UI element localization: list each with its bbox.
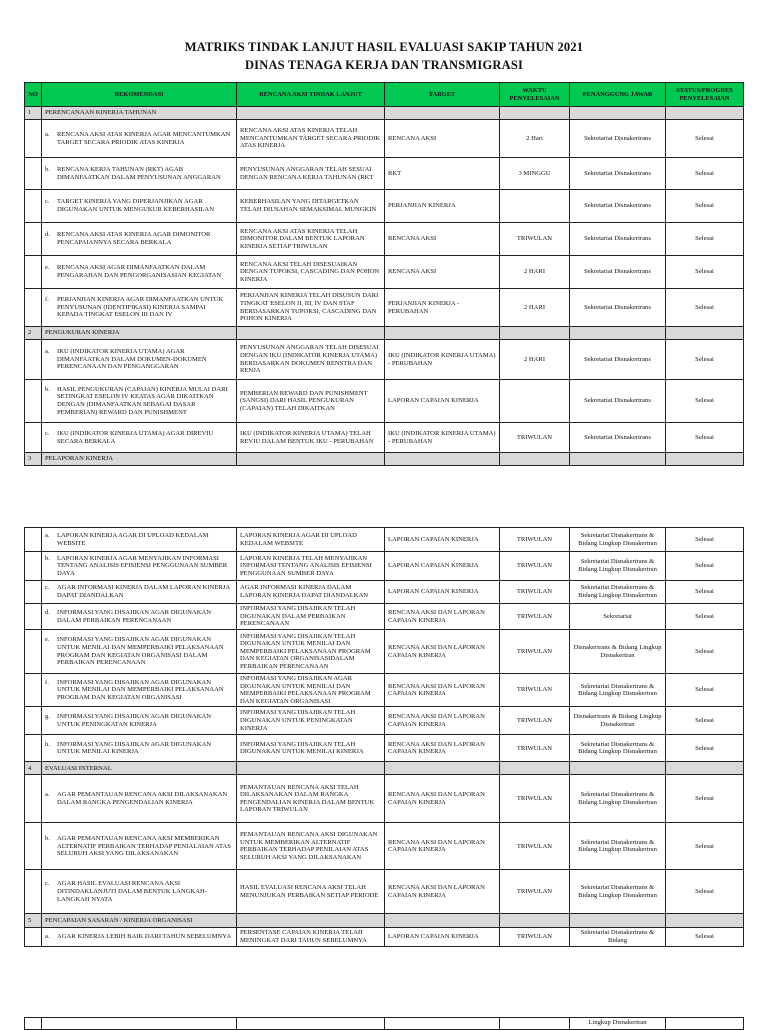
row-status: Selesai [666, 120, 744, 158]
row-rencana-aksi: INFORMASI YANG DISAJIKAN TELAH DIGUNAKAN UNTUK MENILAI KINERJA [237, 735, 385, 762]
row-rekomendasi-text: INFORMASI YANG DISAJIKAN AGAR DIGUNAKAN DALAM PERBAIKAN PERENCANAAN [57, 608, 211, 624]
section-number: 3 [25, 453, 42, 466]
row-penanggung-jawab: Sekretariat Disnakertrans & Bidang Lingkup Disnakertran [570, 823, 666, 870]
row-number-cell [25, 120, 42, 158]
row-rencana-aksi: AGAR INFORMASI KINERJA DALAM LAPORAN KINERJA DAPAT DIANDALKAN [237, 581, 385, 604]
row-rekomendasi [42, 604, 237, 630]
row-penanggung-jawab: Sekretariat Disnakertrans & Bidang Lingkup Disnakertran [570, 775, 666, 823]
row-rekomendasi [42, 158, 237, 190]
row-letter: a. [45, 130, 50, 138]
row-status: Selesai [666, 581, 744, 604]
row-penanggung-jawab: Disnakertrans & Bidang Lingkup Disnakertran [570, 707, 666, 735]
row-number-cell [25, 630, 42, 674]
row-waktu: TRIWULAN [500, 674, 570, 707]
table-row [25, 380, 744, 423]
row-rencana-aksi: RENCANA AKSI ATAS KINERJA TELAH MENCANTUMKAN TARGET SECARA PRIODIK ATAS KINERJA [237, 120, 385, 158]
table-row [25, 190, 744, 223]
row-number-cell [25, 528, 42, 552]
row-rekomendasi [42, 340, 237, 380]
row-number-cell [25, 423, 42, 453]
row-rencana-aksi: PEMBERIAN REWARD DAN PUNISHMENT (SANGSI) DARI HASIL PENGUKURAN (CAPAIAN) TELAH DIKAITKAN [237, 380, 385, 423]
row-letter: a. [45, 531, 50, 539]
row-waktu: TRIWULAN [500, 928, 570, 946]
row-rencana-aksi: PERJANJIAN KINERJA TELAH DISUSUN DARI TINGKAT ESELON II, III, IV DAN STAF BERDASARKAN TUPOKSI, CASCADING DAN POHON KINERJA [237, 289, 385, 327]
row-rencana-aksi: PERSENTASE CAPAIAN KINERJA TELAH MENINGKAT DARI TAHUN SEBELUMNYA [237, 928, 385, 946]
row-target: IKU (INDIKATOR KINERJA UTAMA) - PERUBAHAN [385, 423, 500, 453]
row-status: Selesai [666, 256, 744, 289]
row-rencana-aksi: INFORMASI YANG DISAJIKAN TELAH DIGUNAKAN UNTUK PENINGKATAN KINERJA [237, 707, 385, 735]
row-target: IKU (INDIKATOR KINERJA UTAMA) - PERUBAHAN [385, 340, 500, 380]
row-waktu: 2 HARI [500, 256, 570, 289]
row-target: PERJANJIAN KINERJA [385, 190, 500, 223]
row-rencana-aksi: RENCANA AKSI ATAS KINERJA TELAH DIMONITOR DALAM BENTUK LAPORAN KINERJA SETIAP TRIWULAN [237, 223, 385, 256]
section-row [25, 914, 744, 928]
row-status: Selesai [666, 190, 744, 223]
row-rencana-aksi: PENYUSUNAN ANGGARAN TELAH SESUAI DENGAN RENCANA KERJA TAHUNAN (RKT [237, 158, 385, 190]
row-rekomendasi-text: AGAR PEMANTAUAN RENCANA AKSI DILAKSANAKAN DALAM RANGKA PENGENDALIAN KINERJA [57, 791, 228, 806]
table-header-row [25, 83, 744, 107]
row-rencana-aksi: RENCANA AKSI TELAH DISESUAIKAN DENGAN TUPOKSI, CASCADING DAN POHON KINERJA [237, 256, 385, 289]
row-waktu: TRIWULAN [500, 823, 570, 870]
row-letter: c. [45, 880, 50, 888]
row-number-cell [25, 735, 42, 762]
row-number-cell [25, 775, 42, 823]
table-row [25, 604, 744, 630]
row-letter: c. [45, 198, 50, 206]
row-rekomendasi-text: LAPORAN KINERJA AGAR MENYAJIKAN INFORMASI TENTANG ANALISIS EFISIENSI PENGGUNAAN SUMBER DAYA [57, 554, 228, 577]
row-penanggung-jawab: Sekretariat Disnakertrans [570, 158, 666, 190]
row-letter: g. [45, 713, 50, 721]
row-penanggung-jawab: Disnakertrans & Bidang Lingkup Disnakertran [570, 630, 666, 674]
row-penanggung-jawab: Sekretariat Disnakertrans & Bidang Lingkup Disnakertran [570, 735, 666, 762]
row-waktu: TRIWULAN [500, 552, 570, 581]
row-status: Selesai [666, 604, 744, 630]
table-row [25, 528, 744, 552]
row-status: Selesai [666, 423, 744, 453]
row-rekomendasi-text: INFORMASI YANG DISAJIKAN AGAR DIGUNAKAN UNTUK MENILAI KINERJA [57, 740, 211, 756]
row-rekomendasi-text: AGAR HASIL EVALUASI RENCANA AKSI DITINDAKLANJUTI DALAM BENTUK LANGKAH-LANGKAH NYATA [57, 880, 207, 903]
section-title: PENCAPAIAN SASARAN / KINERJA ORGANISASI [42, 914, 237, 928]
row-penanggung-jawab: Sekretariat Disnakertrans [570, 120, 666, 158]
header-status: STATUS/PROGRES PENYELESAIAN [666, 83, 744, 107]
row-waktu: TRIWULAN [500, 581, 570, 604]
row-target: LAPORAN CAPAIAN KINERJA [385, 552, 500, 581]
row-rekomendasi [42, 735, 237, 762]
row-rencana-aksi: IKU (INDIKATOR KINERJA UTAMA) TELAH REVIU DALAM BENTUK IKU - PERUBAHAN [237, 423, 385, 453]
section-title: PELAPORAN KINERJA [42, 453, 237, 466]
row-number-cell [25, 340, 42, 380]
row-letter: f. [45, 296, 49, 304]
row-rekomendasi [42, 380, 237, 423]
header-no: NO [25, 83, 42, 107]
row-waktu: TRIWULAN [500, 707, 570, 735]
section-row [25, 327, 744, 340]
section-row [25, 107, 744, 120]
row-letter: b. [45, 834, 50, 842]
row-rekomendasi [42, 630, 237, 674]
row-waktu: TRIWULAN [500, 735, 570, 762]
table-row [25, 630, 744, 674]
row-rencana-aksi: HASIL EVALUASI RENCANA AKSI TELAH MENUNJUKAN PERBAIKAN SETIAP PERIODE [237, 870, 385, 914]
row-number-cell [25, 581, 42, 604]
row-target: PERJANJIAN KINERJA - PERUBAHAN [385, 289, 500, 327]
row-rekomendasi [42, 289, 237, 327]
row-target: RENCANA AKSI [385, 120, 500, 158]
header-waktu: WAKTU PENYELESAIAN [500, 83, 570, 107]
row-target: RENCANA AKSI DAN LAPORAN CAPAIAN KINERJA [385, 735, 500, 762]
matrix-table-page-2 [24, 527, 744, 947]
row-letter: c. [45, 429, 50, 437]
row-penanggung-jawab: Sekretariat Disnakertrans & Bidang Lingkup Disnakertran [570, 870, 666, 914]
row-target: RENCANA AKSI [385, 256, 500, 289]
table-row [25, 120, 744, 158]
table-row [25, 223, 744, 256]
row-target: LAPORAN CAPAIAN KINERJA [385, 380, 500, 423]
section-title: PERENCANAAN KINERJA TAHUNAN [42, 107, 237, 120]
table-row [25, 735, 744, 762]
matrix-table-page-1 [24, 82, 744, 466]
row-penanggung-jawab: Sekretariat Disnakertrans [570, 380, 666, 423]
row-letter: d. [45, 608, 50, 616]
row-penanggung-jawab: Sekretariat Disnakertrans [570, 190, 666, 223]
row-rencana-aksi: INFORMASI YANG DISAJIKAN AGAR DIGUNAKAN UNTUK MENILAI DAN MEMPERBAIKI PELAKSANAAN PROGRAM DAN KEGIATAN ORGANISASI [237, 674, 385, 707]
row-penanggung-jawab: Lingkup Disnakertran [570, 1018, 666, 1030]
section-number: 2 [25, 327, 42, 340]
row-penanggung-jawab: Sekretariat Disnakertrans [570, 340, 666, 380]
table-body [25, 528, 744, 947]
row-number-cell [25, 256, 42, 289]
table-row [25, 340, 744, 380]
row-status: Selesai [666, 735, 744, 762]
row-rekomendasi-text: PERJANJIAN KINERJA AGAR DIMANFAATKAN UNTUK PENYUSUNAN (IDENTIFIKASI) KINERJA SAMPAI KEPADA TINGKAT ESELON III DAN IV [57, 296, 224, 319]
row-letter: a. [45, 348, 50, 356]
section-number: 5 [25, 914, 42, 928]
table-row [25, 423, 744, 453]
row-rekomendasi-text: TARGET KINERJA YANG DIPERJANJIKAN AGAR DIGUNAKAN UNTUK MENGUKUR KEBERHASILAN [57, 198, 214, 213]
row-status: Selesai [666, 775, 744, 823]
row-rekomendasi [42, 423, 237, 453]
table-row [25, 158, 744, 190]
row-target: RENCANA AKSI DAN LAPORAN CAPAIAN KINERJA [385, 775, 500, 823]
header-rencana-aksi: RENCANA AKSI TINDAK LANJUT [237, 83, 385, 107]
row-rekomendasi-text: IKU (INDIKATOR KINERJA UTAMA) AGAR DIMANFAATKAN DALAM DOKUMEN-DOKUMEN PERENCANAAN DAN PENGANGGARAN [57, 348, 207, 371]
row-rekomendasi [42, 928, 237, 946]
table-row [25, 707, 744, 735]
row-number-cell [25, 604, 42, 630]
row-number-cell [25, 158, 42, 190]
row-number-cell [25, 380, 42, 423]
row-rekomendasi [42, 674, 237, 707]
row-letter: e. [45, 264, 50, 272]
row-waktu [500, 190, 570, 223]
row-rekomendasi-text: RENCANA KERJA TAHUNAN (RKT) AGAB DIMANFAATKAN DALAM PENYUSUNAN ANGGARAN [57, 165, 221, 181]
row-penanggung-jawab: Sekretariat Disnakertrans [570, 223, 666, 256]
row-letter: b. [45, 554, 50, 562]
row-number-cell [25, 223, 42, 256]
row-status: Selesai [666, 380, 744, 423]
section-title: EVALUASI INTERNAL [42, 762, 237, 775]
row-rekomendasi-text: INFORMASI YANG DISAJIKAN AGAR DIGUNAKAN UNTUK MENILAI DAN MEMPERBAIKI PELAKSANAAN PROGRAM DAN KEGIATAN ORGANISASI [57, 678, 224, 701]
header-penanggung-jawab: PENANGGUNG JAWAB [570, 83, 666, 107]
table-row [25, 674, 744, 707]
row-letter: e. [45, 636, 50, 644]
row-rekomendasi-text: LAPORAN KINERJA AGAR DI UPLOAD KEDALAM WEBSITE [57, 531, 209, 547]
row-number-cell [25, 823, 42, 870]
row-rekomendasi-text: AGAR INFORMASI KINERJA DALAM LAPORAN KINERJA DAPAT DIANDALKAN [57, 584, 230, 599]
row-number-cell [25, 190, 42, 223]
row-status: Selesai [666, 630, 744, 674]
row-letter: b. [45, 385, 50, 393]
row-status: Selesai [666, 823, 744, 870]
row-status: Selesai [666, 158, 744, 190]
row-waktu: 3 MINGGU [500, 158, 570, 190]
row-status: Selesai [666, 223, 744, 256]
row-rekomendasi-text: INFORMASI YANG DISAJIKAN AGAR DIGUNAKAN UNTUK MENILAI DAN MEMPERBAIKI PELAKSANAAN PROGRAM DAN KEGIATAN ORGANISASI DALAM PERBAIKAN PERENCANAAN [57, 636, 224, 667]
row-rencana-aksi: LAPORAN KINERJA TELAH MENYAJIKAN INFORMASI TENTANG ANALISIS EFISIENSI PENGGUNAAN SUMBER DAYA [237, 552, 385, 581]
row-rekomendasi [42, 552, 237, 581]
section-title: PENGUKURAN KINERJA [42, 327, 237, 340]
section-row [25, 453, 744, 466]
row-waktu: 2 HARI [500, 289, 570, 327]
row-number-cell [25, 674, 42, 707]
row-waktu [500, 380, 570, 423]
row-penanggung-jawab: Sekretariat Disnakertrans [570, 289, 666, 327]
row-rekomendasi-text: IKU (INDIKATOR KINERJA UTAMA) AGAR DIREVIU SECARA BERKALA [57, 429, 214, 445]
row-number-cell [25, 707, 42, 735]
row-rekomendasi [42, 223, 237, 256]
row-target: LAPORAN CAPAIAN KINERJA [385, 928, 500, 946]
row-target: RENCANA AKSI DAN LAPORAN CAPAIAN KINERJA [385, 870, 500, 914]
row-target: RENCANA AKSI DAN LAPORAN CAPAIAN KINERJA [385, 674, 500, 707]
row-status: Selesai [666, 674, 744, 707]
row-target: RENCANA AKSI [385, 223, 500, 256]
row-number-cell [25, 870, 42, 914]
section-row [25, 762, 744, 775]
table-body [25, 107, 744, 466]
row-status: Selesai [666, 552, 744, 581]
row-rekomendasi [42, 190, 237, 223]
row-rekomendasi [42, 823, 237, 870]
row-waktu: TRIWULAN [500, 223, 570, 256]
row-penanggung-jawab: Sekretariat [570, 604, 666, 630]
row-letter: d. [45, 231, 50, 239]
row-rencana-aksi: PEMANTAUAN RENCANA AKSI DIGUNAKAN UNTUK MEMBERIKAN ALTERNATIF PERBAIKAN TERHADAP PENILAIAN ATAS SELURUH AKSI YANG DILAKSANAKAN [237, 823, 385, 870]
row-waktu: TRIWULAN [500, 604, 570, 630]
table-row [25, 581, 744, 604]
row-status: Selesai [666, 528, 744, 552]
page-title: MATRIKS TINDAK LANJUT HASIL EVALUASI SAKIP TAHUN 2021 [184, 40, 584, 54]
row-penanggung-jawab: Sekretariat Disnakertrans & Bidang Lingkup Disnakertran [570, 552, 666, 581]
row-rekomendasi-text: AGAR PEMANTAUAN RENCANA AKSI MEMBERIKAN ALTERNATIF PERBAIKAN TERHADAP PENIALAIAN ATAS SELURUH AKSI YANG DILAKSANAKAN [57, 834, 231, 858]
row-penanggung-jawab: Sekretariat Disnakertrans & Bidang Lingkup Disnakertran [570, 674, 666, 707]
row-number-cell [25, 289, 42, 327]
table-row [25, 775, 744, 823]
row-target: RKT [385, 158, 500, 190]
row-target: LAPORAN CAPAIAN KINERJA [385, 528, 500, 552]
row-penanggung-jawab: Sekretariat Disnakertrans & Bidang [570, 928, 666, 946]
row-rekomendasi [42, 120, 237, 158]
row-rencana-aksi: PEMANTAUAN RENCANA AKSI TELAH DILAKSANAKAN DALAM RANGKA PENGENDALIAN KINERJA DALAM BENTUK LAPORAN TRIWULAN [237, 775, 385, 823]
row-status: Selesai [666, 707, 744, 735]
row-penanggung-jawab: Sekretariat Disnakertrans & Bidang Lingkup Disnakertran [570, 528, 666, 552]
row-rencana-aksi: INFORMASI YANG DISAJIKAN TELAH DIGUNAKAN UNTUK MENILAI DAN MEMPERBAIKI PELAKSANAAN PROGRAM DAN KEGIATAN ORGANISASIDALAM PERBAIKAN PERENCANAAN [237, 630, 385, 674]
row-rencana-aksi: INFORMASI YANG DISAJIKAN TELAH DIGUNAKAN DALAM PERBAIKAN PERENCANAAN [237, 604, 385, 630]
row-status: Selesai [666, 340, 744, 380]
row-rekomendasi [42, 581, 237, 604]
row-status: Selesai [666, 289, 744, 327]
row-waktu: 2 Hari [500, 120, 570, 158]
row-rekomendasi [42, 870, 237, 914]
row-number-cell [25, 552, 42, 581]
table-row [25, 823, 744, 870]
row-rencana-aksi: LAPORAN KINERJA AGAR DI UPLOAD KEDALAM WEBSITE [237, 528, 385, 552]
section-number: 4 [25, 762, 42, 775]
row-rekomendasi [42, 775, 237, 823]
row-number-cell [25, 928, 42, 946]
row-rekomendasi-text: HASIL PENGUKURAN (CAPAIAN) KINERJA MULAI DARI SETINGKAT ESELON IV KEATAS AGAR DIKAITKAN DENGAN (DIMANFAATKAN SEBAGAI DASAR PEMBERIAN) REWARD DAN PUNISHMENT [57, 385, 228, 416]
row-letter: c. [45, 584, 50, 592]
row-target: RENCANA AKSI DAN LAPORAN CAPAIAN KINERJA [385, 604, 500, 630]
header-rekomendasi: REKOMENDASI [42, 83, 237, 107]
row-penanggung-jawab: Sekretariat Disnakertrans [570, 423, 666, 453]
row-waktu: TRIWULAN [500, 630, 570, 674]
row-waktu: TRIWULAN [500, 528, 570, 552]
row-rekomendasi-text: RENCANA AKSI AGAR DIMANFAATKAN DALAM PENGARAHAN DAN PENGORGANISASIAN KEGIATAN [57, 264, 222, 279]
row-penanggung-jawab: Sekretariat Disnakertrans [570, 256, 666, 289]
table-row [25, 928, 744, 946]
header-target: TARGET [385, 83, 500, 107]
row-target: RENCANA AKSI DAN LAPORAN CAPAIAN KINERJA [385, 707, 500, 735]
row-target: RENCANA AKSI DAN LAPORAN CAPAIAN KINERJA [385, 823, 500, 870]
row-waktu: TRIWULAN [500, 775, 570, 823]
row-letter: b. [45, 165, 50, 173]
table-row [25, 552, 744, 581]
row-rekomendasi [42, 528, 237, 552]
row-target: LAPORAN CAPAIAN KINERJA [385, 581, 500, 604]
row-waktu: TRIWULAN [500, 870, 570, 914]
row-status: Selesai [666, 928, 744, 946]
row-rekomendasi [42, 256, 237, 289]
row-rekomendasi-text: AGAR KINERJA LEBIH BAIK DARI TAHUN SEBELUMNYA [57, 933, 232, 941]
row-status: Selesai [666, 870, 744, 914]
row-waktu: TRIWULAN [500, 423, 570, 453]
row-rencana-aksi: PENYUSUNAN ANGGARAN TELAH DISESUAI DENGAN IKU (INDIKATOR KINERJA UTAMA) BERDASARKAN DOKUMEN RENSTRA DAN RENJA [237, 340, 385, 380]
table-row [25, 256, 744, 289]
row-letter: f. [45, 678, 49, 686]
row-rekomendasi-text: RENCANA AKSI ATAS KINERJA AGAR DIMONITOR PENCAPAIANNYA SECARA BERKALA [57, 231, 211, 246]
row-waktu: 2 HARI [500, 340, 570, 380]
table-row [25, 870, 744, 914]
row-rekomendasi-text: RENCANA AKSI ATAS KINERJA AGAR MENCANTUMKAN TARGET SECARA PRIODIK ATAS KINERJA [57, 130, 231, 146]
table-row [25, 289, 744, 327]
row-rencana-aksi: KEBERHASILAN YANG DITARGETKAN TELAH DIUSAHAN SEMAKSIMAL MUNGKIN [237, 190, 385, 223]
row-rekomendasi [42, 707, 237, 735]
row-rekomendasi-text: INFORMASI YANG DISAJIKAN AGAR DIGUNAKAN UNTUK PENINGKATAN KINERJA [57, 713, 211, 728]
page-subtitle: DINAS TENAGA KERJA DAN TRANSMIGRASI [244, 58, 524, 72]
row-letter: a. [45, 933, 50, 941]
row-penanggung-jawab: Sekretariat Disnakertrans & Bidang Lingkup Disnakertran [570, 581, 666, 604]
row-letter: h. [45, 740, 50, 748]
row-target: RENCANA AKSI DAN LAPORAN CAPAIAN KINERJA [385, 630, 500, 674]
row-letter: a. [45, 791, 50, 799]
section-number: 1 [25, 107, 42, 120]
